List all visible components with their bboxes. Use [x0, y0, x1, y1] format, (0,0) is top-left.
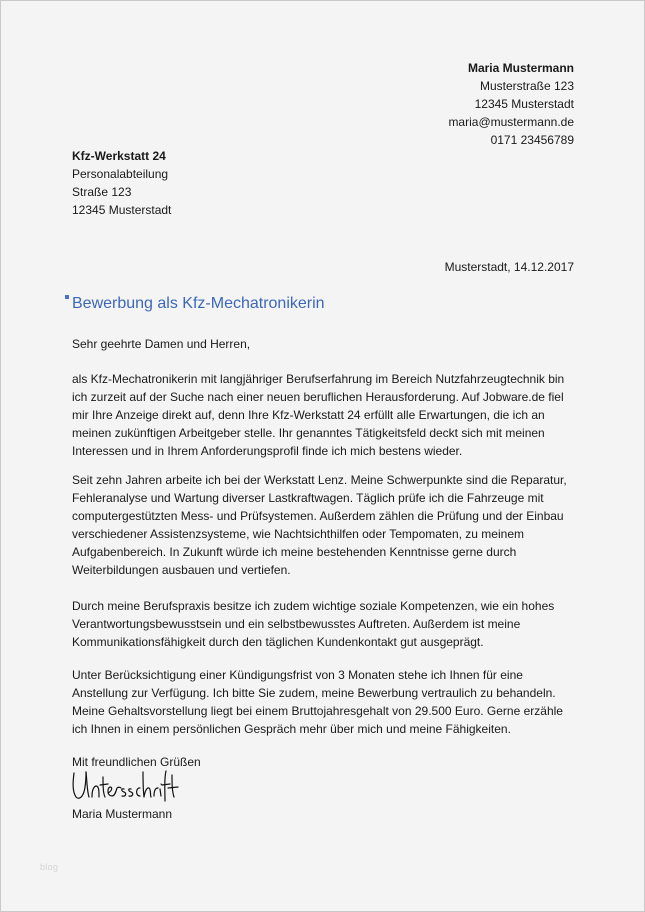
handwritten-signature	[70, 767, 180, 807]
sender-address-block	[448, 59, 574, 149]
paragraph-line: Unter Berücksichtigung einer Kündigungsfrist von 3 Monaten stehe ich Ihnen für eine	[72, 668, 523, 682]
paragraph-line: meinen zukünftigen Arbeitgeber stelle. Ihr genanntes Tätigkeitsfeld deckt sich mit meinen	[72, 426, 545, 440]
paragraph-line: Weiterbildungen ausbauen und vertiefen.	[72, 563, 291, 577]
paragraph-line: ich Ihnen in einem persönlichen Gespräch mehr über mich und meine Fähigkeiten.	[72, 722, 511, 736]
paragraph-1	[72, 370, 582, 460]
paragraph-line: Fehleranalyse und Wartung diverser Lastkraftwagen. Täglich prüfe ich die Fahrzeuge mit	[72, 491, 544, 505]
paragraph-line: Verantwortungsbewusstsein und ein selbstbewusstes Auftreten. Außerdem ist meine	[72, 617, 521, 631]
signer	[72, 805, 582, 823]
sender-email: maria@mustermann.de	[448, 115, 574, 129]
paragraph-line: ich zurzeit auf der Suche nach einer neuen beruflichen Herausforderung. Auf Jobware.de fiel	[72, 390, 564, 404]
salutation-text: Sehr geehrte Damen und Herren,	[72, 337, 251, 351]
paragraph-line: als Kfz-Mechatronikerin mit langjähriger Berufserfahrung im Bereich Nutzfahrzeugtechnik bin	[72, 372, 565, 386]
paragraph-line: Kommunikationsfähigkeit durch den täglichen Kundenkontakt gut ausgeprägt.	[72, 635, 484, 649]
paragraph-line: computergestützten Mess- und Prüfsystemen. Außerdem zählen die Prüfung und der Einbau	[72, 509, 564, 523]
paragraph-line: Durch meine Berufspraxis besitze ich zudem wichtige soziale Kompetenzen, wie ein hohes	[72, 599, 555, 613]
sender-city: 12345 Musterstadt	[474, 97, 574, 111]
recipient-city: 12345 Musterstadt	[72, 203, 172, 217]
closing-text: Mit freundlichen Grüßen	[72, 755, 201, 769]
paragraph-line: Seit zehn Jahren arbeite ich bei der Werkstatt Lenz. Meine Schwerpunkte sind die Reparatur,	[72, 473, 567, 487]
subject-heading: Bewerbung als Kfz-Mechatronikerin	[72, 295, 325, 312]
signature-icon	[70, 767, 180, 807]
recipient-department: Personalabteilung	[72, 167, 169, 181]
paragraph-line: Meine Gehaltsvorstellung liegt bei einem Bruttojahresgehalt von 29.500 Euro. Gerne erzähle	[72, 704, 563, 718]
recipient-street: Straße 123	[72, 185, 132, 199]
paragraph-line: mir Ihre Anzeige direkt auf, denn Ihre Kfz-Werkstatt 24 erfüllt alle Erwartungen, die ich an	[72, 408, 545, 422]
paragraph-3	[72, 597, 582, 651]
recipient-address-block	[72, 147, 171, 219]
sender-street: Musterstraße 123	[479, 79, 574, 93]
paragraph-line: Aufgabenbereich. In Zukunft würde ich meine bestehenden Kenntnisse gerne durch	[72, 545, 517, 559]
paragraph-marker-icon	[65, 295, 69, 299]
paragraph-4	[72, 666, 582, 738]
paragraph-line: Interessen und in Ihrem Anforderungsprofil finde ich mich bestens wieder.	[72, 444, 463, 458]
sender-phone: 0171 23456789	[490, 133, 574, 147]
salutation	[72, 335, 582, 353]
paragraph-2	[72, 471, 582, 579]
recipient-company: Kfz-Werkstatt 24	[72, 149, 166, 163]
paragraph-line: verschiedener Assistenzsysteme, wie Nachtsichthilfen oder Tempomaten, zu meinem	[72, 527, 524, 541]
paragraph-line: Anstellung zur Verfügung. Ich bitte Sie zudem, meine Bewerbung vertraulich zu behandeln.	[72, 686, 556, 700]
watermark: blog	[40, 862, 59, 872]
signer-name: Maria Mustermann	[72, 807, 173, 821]
date-line: Musterstadt, 14.12.2017	[444, 260, 574, 274]
sender-name: Maria Mustermann	[467, 61, 574, 75]
